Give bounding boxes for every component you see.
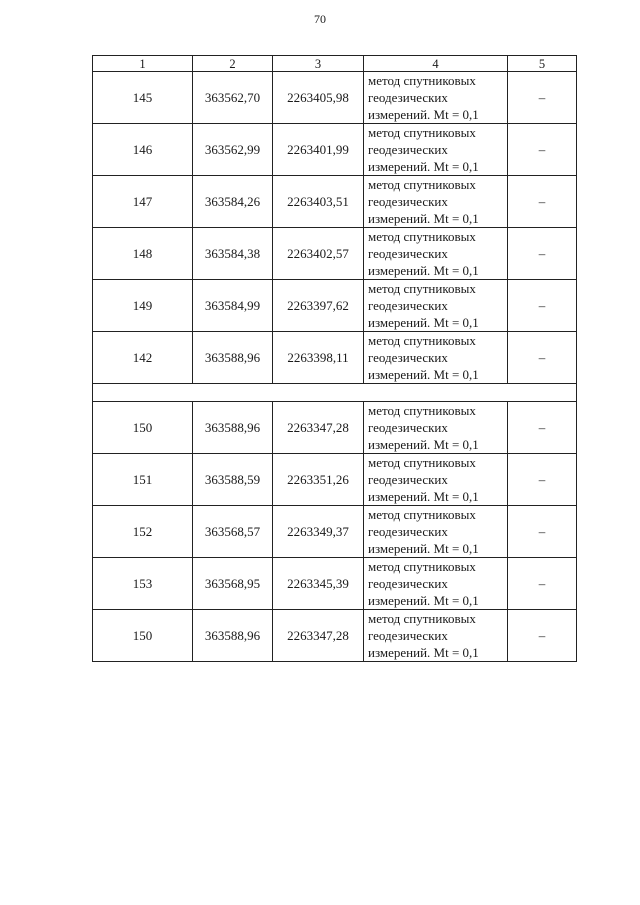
x-coordinate-cell: 363588,96 bbox=[193, 610, 273, 662]
table-row bbox=[93, 228, 577, 280]
method-line: измерений. Mt = 0,1 bbox=[368, 645, 479, 660]
point-number-cell: 142 bbox=[93, 332, 193, 384]
method-line: геодезических bbox=[368, 524, 448, 539]
method-line: геодезических bbox=[368, 194, 448, 209]
method-line: метод спутниковых bbox=[368, 229, 476, 244]
y-coordinate-cell: 2263397,62 bbox=[273, 280, 364, 332]
note-cell: – bbox=[508, 402, 577, 454]
method-line: геодезических bbox=[368, 350, 448, 365]
point-number-cell: 151 bbox=[93, 454, 193, 506]
method-line: геодезических bbox=[368, 246, 448, 261]
method-line: геодезических bbox=[368, 576, 448, 591]
method-cell bbox=[364, 72, 508, 124]
y-coordinate-cell: 2263398,11 bbox=[273, 332, 364, 384]
y-coordinate-cell: 2263401,99 bbox=[273, 124, 364, 176]
method-line: метод спутниковых bbox=[368, 281, 476, 296]
point-number-cell: 149 bbox=[93, 280, 193, 332]
point-number-cell: 148 bbox=[93, 228, 193, 280]
table-row bbox=[93, 506, 577, 558]
y-coordinate-cell: 2263405,98 bbox=[273, 72, 364, 124]
table-row bbox=[93, 454, 577, 506]
x-coordinate-cell: 363588,59 bbox=[193, 454, 273, 506]
table-body bbox=[93, 72, 577, 662]
method-line: геодезических bbox=[368, 472, 448, 487]
point-number-cell: 145 bbox=[93, 72, 193, 124]
header-col-5: 5 bbox=[508, 56, 577, 72]
method-cell bbox=[364, 176, 508, 228]
separator-cell bbox=[93, 384, 577, 402]
point-number-cell: 146 bbox=[93, 124, 193, 176]
method-line: измерений. Mt = 0,1 bbox=[368, 489, 479, 504]
method-line: метод спутниковых bbox=[368, 611, 476, 626]
method-line: измерений. Mt = 0,1 bbox=[368, 437, 479, 452]
method-line: метод спутниковых bbox=[368, 507, 476, 522]
method-cell bbox=[364, 402, 508, 454]
point-number-cell: 150 bbox=[93, 610, 193, 662]
table-row bbox=[93, 402, 577, 454]
x-coordinate-cell: 363584,38 bbox=[193, 228, 273, 280]
method-line: метод спутниковых bbox=[368, 333, 476, 348]
table-row bbox=[93, 124, 577, 176]
method-line: геодезических bbox=[368, 298, 448, 313]
method-cell bbox=[364, 454, 508, 506]
x-coordinate-cell: 363568,95 bbox=[193, 558, 273, 610]
method-line: метод спутниковых bbox=[368, 403, 476, 418]
method-line: измерений. Mt = 0,1 bbox=[368, 263, 479, 278]
y-coordinate-cell: 2263345,39 bbox=[273, 558, 364, 610]
note-cell: – bbox=[508, 176, 577, 228]
note-cell: – bbox=[508, 72, 577, 124]
header-col-4: 4 bbox=[364, 56, 508, 72]
note-cell: – bbox=[508, 280, 577, 332]
method-line: метод спутниковых bbox=[368, 455, 476, 470]
note-cell: – bbox=[508, 124, 577, 176]
point-number-cell: 147 bbox=[93, 176, 193, 228]
method-line: геодезических bbox=[368, 142, 448, 157]
header-row bbox=[93, 56, 577, 72]
y-coordinate-cell: 2263403,51 bbox=[273, 176, 364, 228]
point-number-cell: 152 bbox=[93, 506, 193, 558]
method-line: геодезических bbox=[368, 420, 448, 435]
y-coordinate-cell: 2263347,28 bbox=[273, 402, 364, 454]
method-line: измерений. Mt = 0,1 bbox=[368, 159, 479, 174]
method-cell bbox=[364, 558, 508, 610]
method-line: измерений. Mt = 0,1 bbox=[368, 315, 479, 330]
table-row bbox=[93, 610, 577, 662]
table-row bbox=[93, 280, 577, 332]
header-col-3: 3 bbox=[273, 56, 364, 72]
note-cell: – bbox=[508, 610, 577, 662]
method-line: метод спутниковых bbox=[368, 73, 476, 88]
x-coordinate-cell: 363584,99 bbox=[193, 280, 273, 332]
note-cell: – bbox=[508, 506, 577, 558]
x-coordinate-cell: 363588,96 bbox=[193, 332, 273, 384]
separator-row bbox=[93, 384, 577, 402]
method-line: метод спутниковых bbox=[368, 125, 476, 140]
point-number-cell: 153 bbox=[93, 558, 193, 610]
note-cell: – bbox=[508, 228, 577, 280]
method-line: измерений. Mt = 0,1 bbox=[368, 107, 479, 122]
note-cell: – bbox=[508, 558, 577, 610]
method-cell bbox=[364, 506, 508, 558]
y-coordinate-cell: 2263347,28 bbox=[273, 610, 364, 662]
method-line: метод спутниковых bbox=[368, 559, 476, 574]
method-line: измерений. Mt = 0,1 bbox=[368, 367, 479, 382]
method-line: измерений. Mt = 0,1 bbox=[368, 211, 479, 226]
note-cell: – bbox=[508, 454, 577, 506]
method-line: измерений. Mt = 0,1 bbox=[368, 593, 479, 608]
x-coordinate-cell: 363584,26 bbox=[193, 176, 273, 228]
header-col-1: 1 bbox=[93, 56, 193, 72]
coordinates-table bbox=[92, 55, 577, 662]
x-coordinate-cell: 363588,96 bbox=[193, 402, 273, 454]
method-line: геодезических bbox=[368, 628, 448, 643]
method-cell bbox=[364, 332, 508, 384]
y-coordinate-cell: 2263351,26 bbox=[273, 454, 364, 506]
method-line: геодезических bbox=[368, 90, 448, 105]
x-coordinate-cell: 363562,70 bbox=[193, 72, 273, 124]
method-cell bbox=[364, 124, 508, 176]
x-coordinate-cell: 363562,99 bbox=[193, 124, 273, 176]
method-cell bbox=[364, 228, 508, 280]
table-row bbox=[93, 558, 577, 610]
point-number-cell: 150 bbox=[93, 402, 193, 454]
table-row bbox=[93, 72, 577, 124]
y-coordinate-cell: 2263349,37 bbox=[273, 506, 364, 558]
note-cell: – bbox=[508, 332, 577, 384]
method-line: измерений. Mt = 0,1 bbox=[368, 541, 479, 556]
header-col-2: 2 bbox=[193, 56, 273, 72]
x-coordinate-cell: 363568,57 bbox=[193, 506, 273, 558]
y-coordinate-cell: 2263402,57 bbox=[273, 228, 364, 280]
table-row bbox=[93, 332, 577, 384]
page-number: 70 bbox=[314, 12, 326, 26]
table-row bbox=[93, 176, 577, 228]
method-cell bbox=[364, 280, 508, 332]
method-line: метод спутниковых bbox=[368, 177, 476, 192]
method-cell bbox=[364, 610, 508, 662]
